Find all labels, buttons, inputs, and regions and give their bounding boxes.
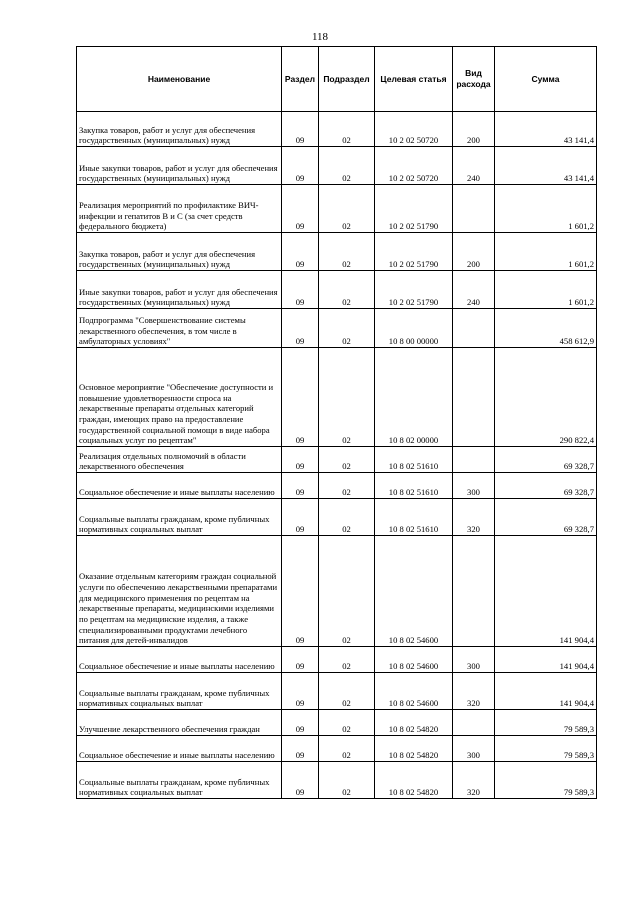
- row-subsection: 02: [319, 447, 375, 473]
- row-subsection: 02: [319, 147, 375, 185]
- row-section: 09: [282, 271, 319, 309]
- row-section: 09: [282, 447, 319, 473]
- row-type: [453, 447, 495, 473]
- table-row: [77, 473, 597, 499]
- row-subsection: 02: [319, 710, 375, 736]
- table-row: [77, 185, 597, 233]
- table-row: [77, 309, 597, 348]
- row-sum: 1 601,2: [495, 233, 597, 271]
- row-sum: 69 328,7: [495, 499, 597, 536]
- row-section: 09: [282, 647, 319, 673]
- row-subsection: 02: [319, 185, 375, 233]
- row-type: 320: [453, 499, 495, 536]
- row-sum: 1 601,2: [495, 271, 597, 309]
- row-target: 10 8 02 54600: [375, 536, 453, 647]
- row-subsection: 02: [319, 233, 375, 271]
- row-target: 10 2 02 51790: [375, 271, 453, 309]
- row-target: 10 2 02 50720: [375, 147, 453, 185]
- row-type: 200: [453, 112, 495, 147]
- row-name: Реализация отдельных полномочий в области лекарственного обеспечения: [77, 447, 282, 473]
- row-subsection: 02: [319, 473, 375, 499]
- row-section: 09: [282, 147, 319, 185]
- table-row: [77, 112, 597, 147]
- row-target: 10 8 02 54820: [375, 710, 453, 736]
- row-subsection: 02: [319, 499, 375, 536]
- row-target: 10 8 02 54600: [375, 647, 453, 673]
- table-row: [77, 762, 597, 799]
- row-name: Оказание отдельным категориям граждан социальной услуги по обеспечению лекарственными препаратами для медицинского применения по рецептам на лекарственные препараты, медицинскими изделиями по рецептам на медицинские изделия, а также специализированными продуктами лечебного питания для детей-инвалидов: [77, 536, 282, 647]
- row-section: 09: [282, 348, 319, 447]
- row-section: 09: [282, 309, 319, 348]
- row-subsection: 02: [319, 536, 375, 647]
- row-section: 09: [282, 473, 319, 499]
- header-target-article: Целевая статья: [375, 47, 453, 112]
- row-type: 320: [453, 673, 495, 710]
- row-name: Социальное обеспечение и иные выплаты населению: [77, 473, 282, 499]
- row-type: 200: [453, 233, 495, 271]
- row-sum: 79 589,3: [495, 762, 597, 799]
- table-header-row: [77, 47, 597, 112]
- row-section: 09: [282, 536, 319, 647]
- row-name: Социальные выплаты гражданам, кроме публичных нормативных социальных выплат: [77, 673, 282, 710]
- table-row: [77, 348, 597, 447]
- row-section: 09: [282, 762, 319, 799]
- table-row: [77, 647, 597, 673]
- row-type: 320: [453, 762, 495, 799]
- row-type: 300: [453, 736, 495, 762]
- row-name: Иные закупки товаров, работ и услуг для обеспечения государственных (муниципальных) нужд: [77, 147, 282, 185]
- row-name: Подпрограмма "Совершенствование системы лекарственного обеспечения, в том числе в амбулаторных условиях": [77, 309, 282, 348]
- row-section: 09: [282, 736, 319, 762]
- row-type: [453, 710, 495, 736]
- row-type: [453, 309, 495, 348]
- row-target: 10 8 02 54820: [375, 736, 453, 762]
- row-sum: 141 904,4: [495, 673, 597, 710]
- row-sum: 69 328,7: [495, 473, 597, 499]
- row-section: 09: [282, 112, 319, 147]
- row-sum: 43 141,4: [495, 112, 597, 147]
- table-row: [77, 447, 597, 473]
- row-sum: 458 612,9: [495, 309, 597, 348]
- row-type: [453, 536, 495, 647]
- row-subsection: 02: [319, 736, 375, 762]
- row-target: 10 8 02 00000: [375, 348, 453, 447]
- row-target: 10 8 02 54600: [375, 673, 453, 710]
- table-row: [77, 736, 597, 762]
- row-name: Социальные выплаты гражданам, кроме публичных нормативных социальных выплат: [77, 762, 282, 799]
- row-sum: 79 589,3: [495, 736, 597, 762]
- row-section: 09: [282, 710, 319, 736]
- row-section: 09: [282, 673, 319, 710]
- header-section: Раздел: [282, 47, 319, 112]
- row-name: Улучшение лекарственного обеспечения граждан: [77, 710, 282, 736]
- row-name: Социальное обеспечение и иные выплаты населению: [77, 736, 282, 762]
- table-row: [77, 673, 597, 710]
- row-name: Социальные выплаты гражданам, кроме публичных нормативных социальных выплат: [77, 499, 282, 536]
- row-sum: 43 141,4: [495, 147, 597, 185]
- row-sum: 69 328,7: [495, 447, 597, 473]
- row-subsection: 02: [319, 309, 375, 348]
- row-type: 240: [453, 271, 495, 309]
- row-target: 10 2 02 51790: [375, 233, 453, 271]
- row-target: 10 8 02 51610: [375, 473, 453, 499]
- row-type: [453, 185, 495, 233]
- header-sum: Сумма: [495, 47, 597, 112]
- row-name: Реализация мероприятий по профилактике ВИЧ-инфекции и гепатитов В и С (за счет средств федерального бюджета): [77, 185, 282, 233]
- page-number: 118: [311, 31, 329, 43]
- row-name: Иные закупки товаров, работ и услуг для обеспечения государственных (муниципальных) нужд: [77, 271, 282, 309]
- row-type: 300: [453, 473, 495, 499]
- header-subsection: Подраздел: [319, 47, 375, 112]
- row-target: 10 8 02 51610: [375, 499, 453, 536]
- row-section: 09: [282, 185, 319, 233]
- row-subsection: 02: [319, 271, 375, 309]
- row-section: 09: [282, 233, 319, 271]
- row-sum: 290 822,4: [495, 348, 597, 447]
- header-expense-type: Вид расхода: [453, 47, 495, 112]
- row-name: Закупка товаров, работ и услуг для обеспечения государственных (муниципальных) нужд: [77, 112, 282, 147]
- row-subsection: 02: [319, 673, 375, 710]
- row-sum: 141 904,4: [495, 647, 597, 673]
- row-name: Закупка товаров, работ и услуг для обеспечения государственных (муниципальных) нужд: [77, 233, 282, 271]
- row-type: 240: [453, 147, 495, 185]
- row-subsection: 02: [319, 647, 375, 673]
- table-row: [77, 271, 597, 309]
- row-sum: 1 601,2: [495, 185, 597, 233]
- table-row: [77, 499, 597, 536]
- row-sum: 141 904,4: [495, 536, 597, 647]
- row-name: Социальное обеспечение и иные выплаты населению: [77, 647, 282, 673]
- row-subsection: 02: [319, 762, 375, 799]
- budget-table: [76, 46, 597, 799]
- table-row: [77, 536, 597, 647]
- row-target: 10 2 02 51790: [375, 185, 453, 233]
- row-type: 300: [453, 647, 495, 673]
- row-subsection: 02: [319, 348, 375, 447]
- row-target: 10 8 02 51610: [375, 447, 453, 473]
- row-target: 10 8 00 00000: [375, 309, 453, 348]
- row-name: Основное мероприятие "Обеспечение доступности и повышение удовлетворенности спроса на лекарственные препараты отдельных категорий граждан, имеющих право на предоставление государственной социальной помощи в виде набора социальных услуг по рецептам": [77, 348, 282, 447]
- table-row: [77, 147, 597, 185]
- row-subsection: 02: [319, 112, 375, 147]
- header-name: Наименование: [77, 47, 282, 112]
- row-target: 10 2 02 50720: [375, 112, 453, 147]
- row-sum: 79 589,3: [495, 710, 597, 736]
- row-type: [453, 348, 495, 447]
- row-section: 09: [282, 499, 319, 536]
- table-row: [77, 710, 597, 736]
- table-row: [77, 233, 597, 271]
- row-target: 10 8 02 54820: [375, 762, 453, 799]
